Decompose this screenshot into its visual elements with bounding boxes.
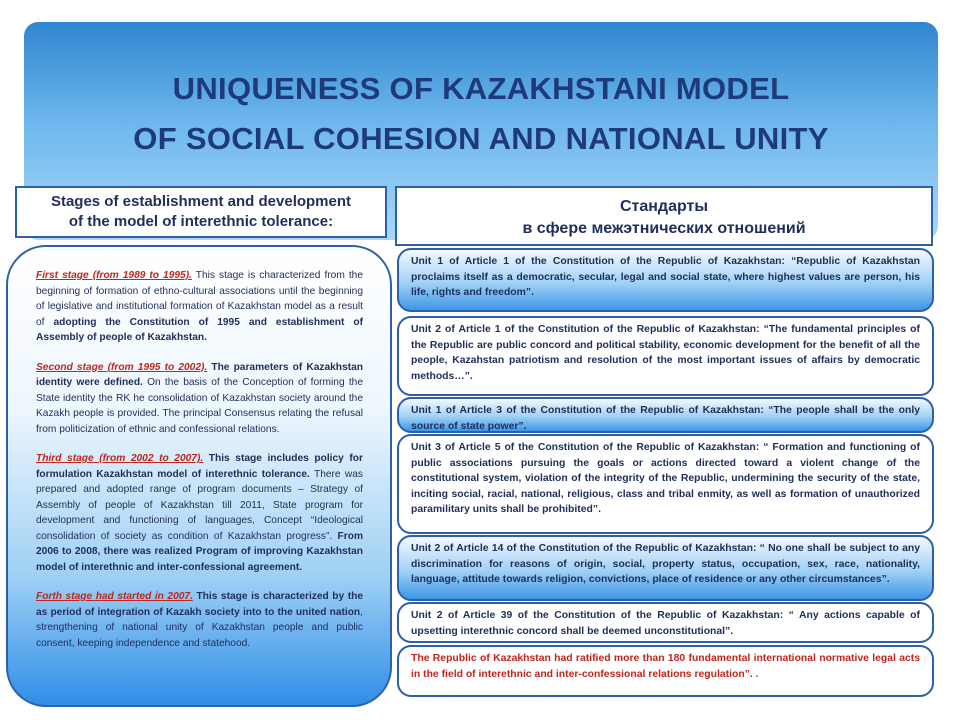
- stage-label: First stage (from 1989 to 1995).: [36, 270, 192, 281]
- standard-unit-ratified-acts: [397, 645, 934, 697]
- stage-label: Second stage (from 1995 to 2002).: [36, 361, 208, 373]
- stage-item: [36, 589, 363, 651]
- standard-unit-text: Unit 1 of Article 3 of the Constitution of the Republic of Kazakhstan: “The people shall be the only source of state power”.: [411, 405, 920, 432]
- slide-title-line1: UNIQUENESS OF KAZAKHSTANI MODEL: [172, 71, 790, 106]
- stages-heading-line1: Stages of establishment and development: [50, 193, 352, 210]
- standard-unit-text: Unit 1 of Article 1 of the Constitution of the Republic of Kazakhstan: “Republic of Kazakhstan proclaims itself as a democratic, secular, legal and social state, where highest values are person, his life, rights and freedom”.: [411, 256, 920, 298]
- stage-text: This stage is characterized from the beginning of formation of ethno-cultural associations until the beginning of legislative and institutional formation of Kazakhstan model as a result of: [36, 270, 363, 328]
- stage-text: On the basis of the Conception of forming the State identity the RK he consolidation of Kazakhstan society around the Kazakh people is provided. The principal Consensus relating the refusal from politicization of ethnic and confessional relations.: [36, 377, 363, 435]
- stages-heading-line2: of the model of interethnic tolerance:: [68, 213, 334, 230]
- stage-item: [36, 268, 363, 346]
- standards-heading: [395, 186, 933, 246]
- standard-unit-5: [397, 535, 934, 601]
- standards-heading-line1: Стандарты: [619, 198, 709, 215]
- standard-unit-6: [397, 602, 934, 643]
- stage-label: Forth stage had started in 2007.: [36, 591, 193, 602]
- stage-text-bold: The parameters of Kazakhstan identity were defined.: [36, 361, 363, 388]
- stage-text-bold: This stage is characterized by the as period of integration of Kazakh society into to the united nation: [36, 591, 364, 618]
- stage-text: , strengthening of national unity of Kazakhstan people and public consent, keeping independence and statehood.: [36, 606, 363, 649]
- standards-heading-line2: в сфере межэтнических отношений: [522, 220, 806, 237]
- standard-unit-text: The Republic of Kazakhstan had ratified more than 180 fundamental international normative legal acts in the field of interethnic and inter-confessional relations regulation”. .: [411, 653, 920, 680]
- standard-unit-text: Unit 2 of Article 1 of the Constitution of the Republic of Kazakhstan: “The fundamental principles of the Republic are public concord and political stability, economic development for the benefit of all the people, Kazahstan patriotism and resolution of the most important issues of affairs by democratic methods…”.: [411, 324, 920, 382]
- stage-item: [36, 360, 363, 438]
- stage-label: Third stage (from 2002 to 2007).: [36, 453, 204, 464]
- stage-item: [36, 451, 363, 575]
- stages-list: [36, 268, 363, 665]
- standard-unit-text: Unit 2 of Article 39 of the Constitution of the Republic of Kazakhstan: “ Any actions capable of upsetting interethnic concord shall be deemed unconstitutional”.: [411, 610, 920, 637]
- standard-unit-4: [397, 434, 934, 534]
- stages-heading: [15, 186, 387, 238]
- standard-unit-2: [397, 316, 934, 396]
- standard-unit-text: Unit 2 of Article 14 of the Constitution of the Republic of Kazakhstan: “ No one shall be subject to any discrimination for reasons of origin, social, property status, occupation, sex, race, nationality, language, attitude towards religion, convictions, place of residence or any other circumstances”.: [411, 543, 920, 585]
- stage-text-bold: From 2006 to 2008, there was realized Program of improving Kazakhstan model of interethnic and inter-confessional agreement.: [36, 530, 363, 573]
- stage-text-bold: This stage includes policy for formulation Kazakhstan model of interethnic tolerance.: [36, 453, 363, 480]
- standard-unit-3: [397, 397, 934, 433]
- slide-title-line2: OF SOCIAL COHESION AND NATIONAL UNITY: [133, 121, 829, 156]
- stage-text: There was prepared and adopted range of program documents – Strategy of Assembly of people of Kazakhstan till 2011, State program for development and functioning of languages, Concept “Ideological consolidation of society as condition of Kazakhstan progress”.: [36, 468, 363, 542]
- standard-unit-1: [397, 248, 934, 312]
- stage-text-bold: adopting the Constitution of 1995 and establishment of Assembly of people of Kazakhstan.: [36, 316, 363, 343]
- slide-title: [24, 64, 938, 164]
- standard-unit-text: Unit 3 of Article 5 of the Constitution of the Republic of Kazakhstan: “ Formation and functioning of public associations pursuing the goals or actions directed toward a violent change of the constitutional system, violation of the integrity of the Republic, undermining the security of the state, inciting social, racial, national, religious, class and tribal enmity, as well as formation of unauthorized paramilitary units shall be prohibited”.: [411, 442, 920, 515]
